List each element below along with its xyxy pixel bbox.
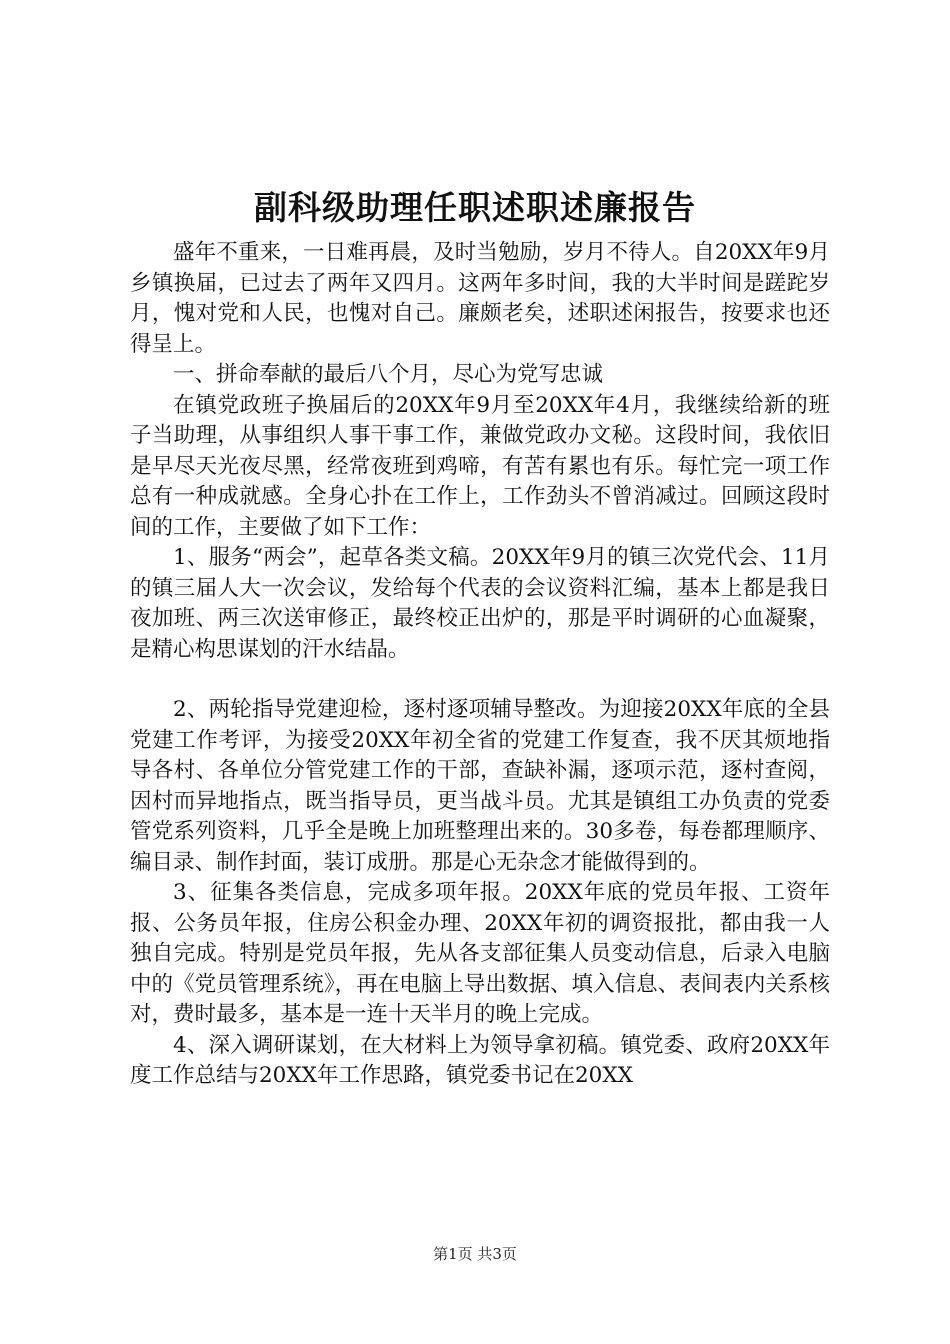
page-number-footer: 第1页 共3页 — [433, 1245, 517, 1263]
paragraph-section-1: 在镇党政班子换届后的20XX年9月至20XX年4月，我继续给新的班子当助理，从事组织人事干事工作，兼做党政办文秘。这段时间，我依旧是早尽天光夜尽黑，经常夜班到鸡啼，有苦有累也有乐。每忙完一项工作总有一种成就感。全身心扑在工作上，工作劲头不曾消减过。回顾这段时间的工作，主要做了如下工作： — [130, 392, 830, 540]
section-heading-1: 一、拼命奉献的最后八个月，尽心为党写忠诚 — [173, 362, 604, 387]
paragraph-item-1: 1、服务“两会”，起草各类文稿。20XX年9月的镇三次党代会、11月的镇三届人大一次会议，发给每个代表的会议资料汇编，基本上都是我日夜加班、两三次送审修正，最终校正出炉的，那是平时调研的心血凝聚，是精心构思谋划的汗水结晶。 — [130, 545, 830, 662]
document-body — [130, 238, 830, 1092]
paragraph-item-4: 4、深入调研谋划，在大材料上为领导拿初稿。镇党委、政府20XX年度工作总结与20XX年工作思路，镇党委书记在20XX — [130, 1032, 830, 1088]
paragraph-intro: 盛年不重来，一日难再晨，及时当勉励，岁月不待人。自20XX年9月乡镇换届，已过去了两年又四月。这两年多时间，我的大半时间是蹉跎岁月，愧对党和人民，也愧对自己。廉颇老矣，述职述闲报告，按要求也还得呈上。 — [130, 240, 830, 357]
paragraph-item-2: 2、两轮指导党建迎检，逐村逐项辅导整改。为迎接20XX年底的全县党建工作考评，为接受20XX年初全省的党建工作复查，我不厌其烦地指导各村、各单位分管党建工作的干部，查缺补漏，逐项示范，逐村查阅，因村而异地指点，既当指导员，更当战斗员。尤其是镇组工办负责的党委管党系列资料，几乎全是晚上加班整理出来的。30多卷，每卷都理顺序、编目录、制作封面，装订成册。那是心无杂念才能做得到的。 — [130, 697, 830, 875]
paragraph-item-3: 3、征集各类信息，完成多项年报。20XX年底的党员年报、工资年报、公务员年报，住房公积金办理、20XX年初的调资报批，都由我一人独自完成。特别是党员年报，先从各支部征集人员变动信息，后录入电脑中的《党员管理系统》，再在电脑上导出数据、填入信息、表间表内关系核对，费时最多，基本是一连十天半月的晚上完成。 — [130, 880, 830, 1027]
document-title: 副科级助理任职述职述廉报告 — [254, 188, 696, 227]
